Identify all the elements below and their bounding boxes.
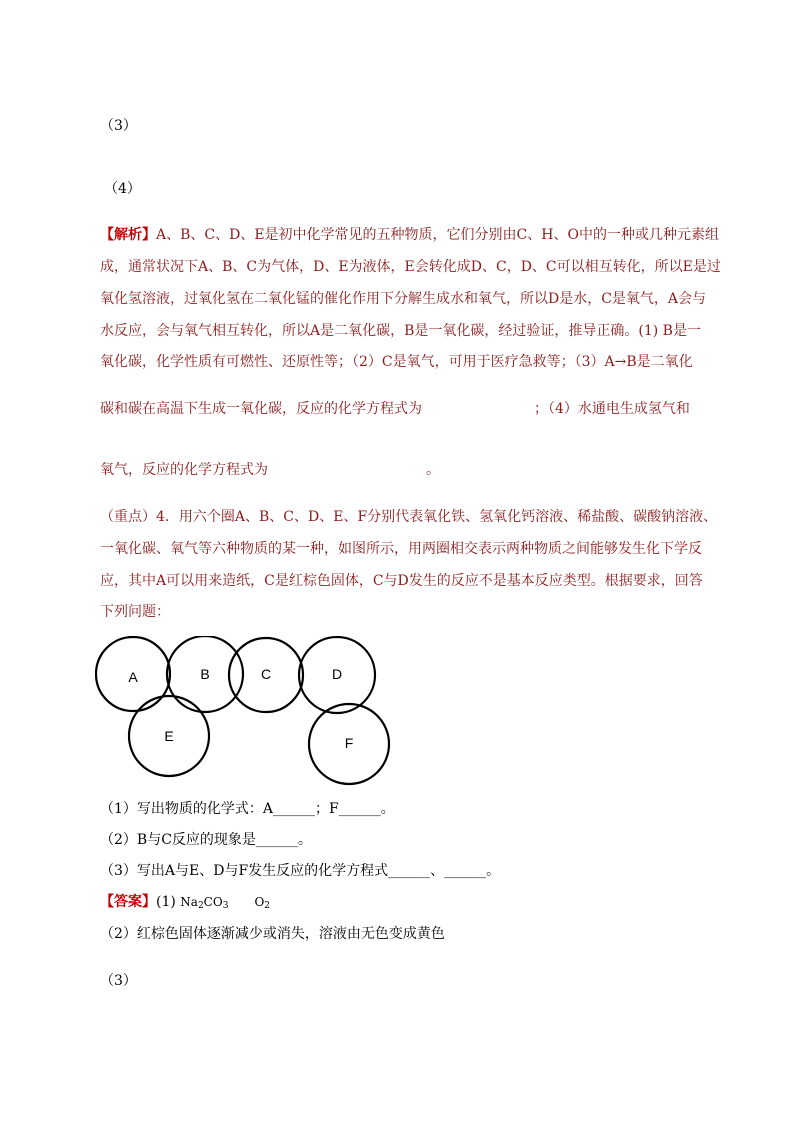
analysis-line-1 [100, 226, 719, 244]
answer-part1-prefix: (1) [156, 894, 181, 910]
label-c: C [260, 666, 272, 682]
analysis-line-4: 水反应，会与氧气相互转化，所以A是二氧化碳，B是一氧化碳，经过验证，推导正确。(1) B是一 [100, 323, 701, 339]
answer-part-3: （3） [100, 973, 137, 989]
sub-question-2: （2）B与C反应的现象是______。 [100, 832, 312, 848]
analysis-tag: 【解析】 [100, 227, 156, 243]
question-line-3: 应，其中A可以用来造纸，C是红棕色固体，C与D发生的反应不是基本反应类型。根据要求，回答 [100, 573, 703, 589]
label-b: B [200, 666, 210, 682]
analysis-line-5: 氧化碳，化学性质有可燃性、还原性等；（2）C是氧气，可用于医疗急救等；（3）A→B是二氧化 [100, 354, 693, 370]
circles-diagram [95, 636, 395, 786]
analysis-line-3: 氧化氢溶液，过氧化氢在二氧化锰的催化作用下分解生成水和氧气，所以D是水，C是氧气，A会与 [100, 291, 707, 307]
label-e: E [164, 728, 174, 744]
analysis-line-7a: 氧气，反应的化学方程式为 [100, 462, 268, 478]
sub-question-3: （3）写出A与E、D与F发生反应的化学方程式______、______。 [100, 863, 501, 879]
question-line-1: （重点）4．用六个圈A、B、C、D、E、F分别代表氧化铁、氢氧化钙溶液、稀盐酸、碳酸钠溶液、 [100, 509, 718, 525]
item-3-label: （3） [100, 118, 137, 134]
answer-line-1 [100, 893, 270, 911]
formula-na2co3: $Na_2CO_3$ [180, 895, 229, 911]
question-line-2: 一氧化碳、氧气等六种物质的某一种，如图所示，用两圈相交表示两种物质之间能够发生化下学反 [100, 541, 702, 557]
label-d: D [331, 666, 343, 682]
sub-question-1: （1）写出物质的化学式：A______；F______。 [100, 801, 395, 817]
analysis-line-6b: ；（4）水通电生成氢气和 [534, 401, 690, 417]
answer-tag: 【答案】 [100, 894, 156, 910]
label-f: F [344, 735, 354, 751]
formula-o2: $O_2$ [254, 895, 271, 911]
question-line-4: 下列问题： [100, 604, 170, 620]
answer-part-2: （2）红棕色固体逐渐减少或消失，溶液由无色变成黄色 [100, 926, 445, 942]
analysis-line-6a: 碳和碳在高温下生成一氧化碳，反应的化学方程式为 [100, 401, 422, 417]
label-a: A [128, 669, 138, 685]
item-4-label: （4） [104, 181, 141, 197]
analysis-text-1: A、B、C、D、E是初中化学常见的五种物质，它们分别由C、H、O中的一种或几种元素组 [156, 227, 719, 243]
analysis-line-2: 成，通常状况下A、B、C为气体，D、E为液体，E会转化成D、C，D、C可以相互转化，所以E是过 [100, 259, 721, 275]
analysis-line-7b: 。 [426, 462, 440, 478]
